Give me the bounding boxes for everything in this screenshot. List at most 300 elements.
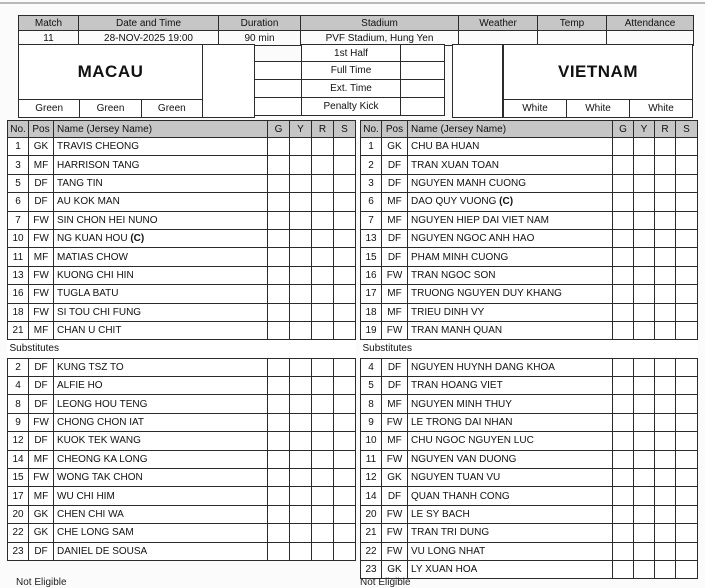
stat-cell-goals bbox=[613, 211, 634, 229]
col-position: Pos bbox=[29, 121, 54, 138]
substitute-player-row bbox=[361, 413, 698, 431]
stat-cell-red bbox=[655, 542, 676, 560]
stat-cell-goals bbox=[268, 469, 290, 487]
stat-cell-subbed bbox=[334, 321, 356, 339]
player-number: 3 bbox=[361, 174, 382, 192]
player-number: 15 bbox=[361, 248, 382, 266]
home-roster-table bbox=[7, 120, 356, 561]
player-position: DF bbox=[29, 358, 54, 376]
player-position: FW bbox=[29, 469, 54, 487]
player-number: 23 bbox=[361, 560, 382, 578]
datetime-label: Date and Time bbox=[79, 16, 219, 31]
stat-cell-red bbox=[312, 285, 334, 303]
stat-cell-subbed bbox=[334, 413, 356, 431]
player-name: LE SY BACH bbox=[408, 505, 613, 523]
starter-player-row bbox=[361, 156, 698, 174]
starter-player-row bbox=[8, 266, 356, 284]
stat-cell-red bbox=[312, 505, 334, 523]
stat-cell-yellow bbox=[634, 229, 655, 247]
player-position: MF bbox=[382, 395, 408, 413]
stat-cell-subbed bbox=[334, 542, 356, 560]
stadium-label: Stadium bbox=[301, 16, 459, 31]
player-number: 16 bbox=[361, 266, 382, 284]
stat-cell-yellow bbox=[290, 266, 312, 284]
stat-cell-red bbox=[655, 156, 676, 174]
stat-cell-yellow bbox=[634, 174, 655, 192]
stat-cell-yellow bbox=[290, 285, 312, 303]
stat-cell-yellow bbox=[290, 432, 312, 450]
stat-cell-yellow bbox=[634, 358, 655, 376]
player-position: GK bbox=[382, 469, 408, 487]
stat-cell-yellow bbox=[290, 377, 312, 395]
player-name: PHAM MINH CUONG bbox=[408, 248, 613, 266]
stat-cell-goals bbox=[613, 285, 634, 303]
substitutes-label: Substitutes bbox=[9, 343, 59, 355]
player-name: NGUYEN VAN DUONG bbox=[408, 450, 613, 468]
player-name: TRAVIS CHEONG bbox=[54, 138, 268, 156]
stat-cell-goals bbox=[613, 505, 634, 523]
stat-cell-red bbox=[655, 469, 676, 487]
player-name: CHAN U CHIT bbox=[54, 321, 268, 339]
col-number: No. bbox=[8, 121, 29, 138]
player-position: FW bbox=[382, 450, 408, 468]
player-position: FW bbox=[382, 321, 408, 339]
player-position: DF bbox=[29, 174, 54, 192]
substitute-player-row bbox=[361, 450, 698, 468]
player-position: DF bbox=[382, 174, 408, 192]
player-position: MF bbox=[29, 487, 54, 505]
stat-cell-yellow bbox=[290, 524, 312, 542]
stat-cell-red bbox=[312, 413, 334, 431]
stat-cell-goals bbox=[268, 285, 290, 303]
substitute-player-row bbox=[361, 358, 698, 376]
stat-cell-yellow bbox=[290, 211, 312, 229]
player-number: 15 bbox=[8, 469, 29, 487]
player-name: SIN CHON HEI NUNO bbox=[54, 211, 268, 229]
stat-cell-goals bbox=[613, 413, 634, 431]
stat-cell-red bbox=[312, 432, 334, 450]
stat-cell-goals bbox=[268, 358, 290, 376]
player-position: DF bbox=[29, 193, 54, 211]
score-period-label: 1st Half bbox=[301, 44, 401, 62]
player-name: QUAN THANH CONG bbox=[408, 487, 613, 505]
away-not-eligible-label: Not Eligible bbox=[360, 577, 411, 588]
match-label: Match bbox=[19, 16, 79, 31]
stat-cell-subbed bbox=[334, 193, 356, 211]
player-name: LY XUAN HOA bbox=[408, 560, 613, 578]
col-substitutions: S bbox=[334, 121, 356, 138]
player-position: MF bbox=[382, 285, 408, 303]
player-number: 22 bbox=[8, 524, 29, 542]
score-period-label: Penalty Kick bbox=[301, 97, 401, 116]
stat-cell-goals bbox=[613, 266, 634, 284]
player-name: MATIAS CHOW bbox=[54, 248, 268, 266]
stat-cell-goals bbox=[613, 156, 634, 174]
stat-cell-red bbox=[655, 395, 676, 413]
player-number: 4 bbox=[361, 358, 382, 376]
player-position: FW bbox=[382, 505, 408, 523]
stat-cell-yellow bbox=[634, 156, 655, 174]
stat-cell-yellow bbox=[290, 469, 312, 487]
substitute-player-row bbox=[8, 542, 356, 560]
player-position: DF bbox=[382, 487, 408, 505]
stat-cell-subbed bbox=[334, 487, 356, 505]
stat-cell-goals bbox=[268, 156, 290, 174]
stat-cell-red bbox=[312, 524, 334, 542]
stat-cell-red bbox=[312, 321, 334, 339]
stat-cell-yellow bbox=[634, 469, 655, 487]
stat-cell-red bbox=[312, 450, 334, 468]
stat-cell-subbed bbox=[334, 450, 356, 468]
home-not-eligible-label: Not Eligible bbox=[16, 577, 67, 588]
duration-label: Duration bbox=[219, 16, 301, 31]
player-position: FW bbox=[29, 413, 54, 431]
starter-player-row bbox=[361, 248, 698, 266]
substitute-player-row bbox=[8, 395, 356, 413]
stat-cell-subbed bbox=[334, 285, 356, 303]
stat-cell-yellow bbox=[290, 174, 312, 192]
score-value-cell bbox=[400, 61, 445, 80]
stat-cell-subbed bbox=[334, 138, 356, 156]
stat-cell-red bbox=[655, 524, 676, 542]
stat-cell-goals bbox=[268, 505, 290, 523]
substitute-player-row bbox=[361, 377, 698, 395]
starter-player-row bbox=[8, 174, 356, 192]
match-number-value: 11 bbox=[19, 31, 79, 46]
stat-cell-subbed bbox=[334, 524, 356, 542]
score-value-cell bbox=[400, 97, 445, 116]
stat-cell-yellow bbox=[634, 395, 655, 413]
player-number: 7 bbox=[361, 211, 382, 229]
player-number: 14 bbox=[361, 487, 382, 505]
starter-player-row bbox=[8, 193, 356, 211]
stat-cell-goals bbox=[613, 138, 634, 156]
col-substitutions: S bbox=[676, 121, 698, 138]
kit-color-cell: White bbox=[566, 99, 630, 118]
captain-marker: (C) bbox=[130, 233, 145, 245]
player-number: 16 bbox=[8, 285, 29, 303]
player-position: DF bbox=[29, 542, 54, 560]
player-name: TRAN NGOC SON bbox=[408, 266, 613, 284]
stat-cell-yellow bbox=[290, 229, 312, 247]
col-red-cards: R bbox=[655, 121, 676, 138]
starter-player-row bbox=[361, 303, 698, 321]
stat-cell-red bbox=[655, 450, 676, 468]
stat-cell-goals bbox=[268, 211, 290, 229]
stat-cell-yellow bbox=[290, 505, 312, 523]
match-info-header-row bbox=[19, 16, 694, 31]
stat-cell-yellow bbox=[634, 266, 655, 284]
player-number: 9 bbox=[361, 413, 382, 431]
substitute-player-row bbox=[361, 524, 698, 542]
stat-cell-goals bbox=[268, 303, 290, 321]
substitute-player-row bbox=[361, 505, 698, 523]
col-number: No. bbox=[361, 121, 382, 138]
player-number: 23 bbox=[8, 542, 29, 560]
player-name: NGUYEN TUAN VU bbox=[408, 469, 613, 487]
col-yellow-cards: Y bbox=[290, 121, 312, 138]
player-position: MF bbox=[382, 211, 408, 229]
kit-color-cell: Green bbox=[141, 99, 203, 118]
substitute-player-row bbox=[8, 413, 356, 431]
substitute-player-row bbox=[361, 395, 698, 413]
player-position: MF bbox=[29, 156, 54, 174]
stat-cell-yellow bbox=[290, 450, 312, 468]
player-position: FW bbox=[29, 229, 54, 247]
player-number: 11 bbox=[361, 450, 382, 468]
player-position: MF bbox=[382, 193, 408, 211]
stat-cell-subbed bbox=[676, 377, 698, 395]
stat-cell-subbed bbox=[676, 395, 698, 413]
player-number: 10 bbox=[361, 432, 382, 450]
player-number: 11 bbox=[8, 248, 29, 266]
player-position: DF bbox=[382, 248, 408, 266]
stat-cell-goals bbox=[613, 487, 634, 505]
captain-marker: (C) bbox=[499, 196, 514, 208]
player-name: CHE LONG SAM bbox=[54, 524, 268, 542]
score-grid bbox=[254, 44, 445, 118]
player-number: 13 bbox=[8, 266, 29, 284]
stat-cell-red bbox=[312, 211, 334, 229]
score-row bbox=[254, 61, 445, 80]
starter-player-row bbox=[361, 229, 698, 247]
stat-cell-goals bbox=[268, 321, 290, 339]
stat-cell-yellow bbox=[634, 303, 655, 321]
substitute-player-row bbox=[8, 524, 356, 542]
player-number: 6 bbox=[361, 193, 382, 211]
away-roster-header-row bbox=[361, 121, 698, 138]
player-name: VU LONG NHAT bbox=[408, 542, 613, 560]
stat-cell-red bbox=[312, 266, 334, 284]
stat-cell-goals bbox=[613, 524, 634, 542]
player-name: TUGLA BATU bbox=[54, 285, 268, 303]
player-name: NG KUAN HOU (C) bbox=[54, 229, 268, 247]
player-position: DF bbox=[29, 432, 54, 450]
stat-cell-yellow bbox=[634, 413, 655, 431]
col-goals: G bbox=[268, 121, 290, 138]
kit-color-cell: White bbox=[629, 99, 693, 118]
stat-cell-goals bbox=[268, 524, 290, 542]
stat-cell-yellow bbox=[290, 321, 312, 339]
stat-cell-subbed bbox=[334, 303, 356, 321]
stat-cell-subbed bbox=[334, 469, 356, 487]
stat-cell-red bbox=[655, 211, 676, 229]
player-name: AU KOK MAN bbox=[54, 193, 268, 211]
player-name: DAO QUY VUONG (C) bbox=[408, 193, 613, 211]
stat-cell-yellow bbox=[634, 193, 655, 211]
player-name: KUONG CHI HIN bbox=[54, 266, 268, 284]
player-number: 2 bbox=[8, 358, 29, 376]
stat-cell-goals bbox=[613, 560, 634, 578]
stadium-value: PVF Stadium, Hung Yen bbox=[301, 31, 459, 46]
stat-cell-goals bbox=[268, 432, 290, 450]
stat-cell-subbed bbox=[334, 432, 356, 450]
stat-cell-yellow bbox=[634, 505, 655, 523]
player-number: 18 bbox=[8, 303, 29, 321]
stat-cell-goals bbox=[613, 229, 634, 247]
substitute-player-row bbox=[8, 450, 356, 468]
player-position: MF bbox=[382, 432, 408, 450]
col-position: Pos bbox=[382, 121, 408, 138]
substitute-player-row bbox=[361, 542, 698, 560]
kit-color-cell: Green bbox=[18, 99, 80, 118]
page-top-border bbox=[0, 2, 705, 4]
datetime-value: 28-NOV-2025 19:00 bbox=[79, 31, 219, 46]
duration-value: 90 min bbox=[219, 31, 301, 46]
stat-cell-subbed bbox=[676, 174, 698, 192]
stat-cell-subbed bbox=[676, 524, 698, 542]
player-number: 21 bbox=[361, 524, 382, 542]
starter-player-row bbox=[8, 211, 356, 229]
col-name: Name (Jersey Name) bbox=[408, 121, 613, 138]
stat-cell-yellow bbox=[634, 487, 655, 505]
stat-cell-goals bbox=[268, 174, 290, 192]
stat-cell-yellow bbox=[634, 560, 655, 578]
stat-cell-goals bbox=[613, 395, 634, 413]
stat-cell-subbed bbox=[334, 358, 356, 376]
stat-cell-yellow bbox=[290, 303, 312, 321]
col-red-cards: R bbox=[312, 121, 334, 138]
stat-cell-subbed bbox=[676, 303, 698, 321]
stat-cell-subbed bbox=[676, 211, 698, 229]
stat-cell-goals bbox=[268, 248, 290, 266]
stat-cell-yellow bbox=[290, 138, 312, 156]
stat-cell-goals bbox=[268, 450, 290, 468]
stat-cell-subbed bbox=[676, 450, 698, 468]
player-number: 17 bbox=[361, 285, 382, 303]
player-name: NGUYEN NGOC ANH HAO bbox=[408, 229, 613, 247]
player-number: 7 bbox=[8, 211, 29, 229]
match-info-table bbox=[18, 15, 694, 46]
stat-cell-red bbox=[655, 266, 676, 284]
player-name: WU CHI HIM bbox=[54, 487, 268, 505]
stat-cell-yellow bbox=[634, 432, 655, 450]
player-name: HARRISON TANG bbox=[54, 156, 268, 174]
score-empty-cell bbox=[254, 44, 302, 62]
player-position: FW bbox=[382, 413, 408, 431]
player-name: TRUONG NGUYEN DUY KHANG bbox=[408, 285, 613, 303]
stat-cell-red bbox=[312, 377, 334, 395]
score-period-label: Full Time bbox=[301, 61, 401, 80]
stat-cell-yellow bbox=[634, 211, 655, 229]
stat-cell-goals bbox=[613, 377, 634, 395]
substitutes-section-row bbox=[361, 340, 698, 358]
stat-cell-red bbox=[312, 193, 334, 211]
stat-cell-yellow bbox=[290, 487, 312, 505]
player-name: NGUYEN MANH CUONG bbox=[408, 174, 613, 192]
stat-cell-subbed bbox=[676, 321, 698, 339]
stat-cell-goals bbox=[268, 266, 290, 284]
stat-cell-goals bbox=[268, 229, 290, 247]
player-number: 18 bbox=[361, 303, 382, 321]
substitute-player-row bbox=[8, 487, 356, 505]
stat-cell-subbed bbox=[676, 138, 698, 156]
stat-cell-goals bbox=[268, 413, 290, 431]
stat-cell-yellow bbox=[634, 321, 655, 339]
stat-cell-subbed bbox=[676, 358, 698, 376]
player-number: 10 bbox=[8, 229, 29, 247]
away-kit-colors-row bbox=[503, 99, 693, 118]
starter-player-row bbox=[8, 229, 356, 247]
starter-player-row bbox=[8, 303, 356, 321]
stat-cell-red bbox=[655, 193, 676, 211]
player-number: 6 bbox=[8, 193, 29, 211]
player-number: 20 bbox=[8, 505, 29, 523]
stat-cell-subbed bbox=[334, 174, 356, 192]
player-name: TRIEU DINH VY bbox=[408, 303, 613, 321]
stat-cell-goals bbox=[268, 487, 290, 505]
player-number: 4 bbox=[8, 377, 29, 395]
player-number: 21 bbox=[8, 321, 29, 339]
substitute-player-row bbox=[361, 432, 698, 450]
stat-cell-red bbox=[655, 413, 676, 431]
substitute-player-row bbox=[8, 432, 356, 450]
stat-cell-goals bbox=[613, 248, 634, 266]
player-number: 20 bbox=[361, 505, 382, 523]
substitutes-label: Substitutes bbox=[362, 343, 412, 355]
stat-cell-goals bbox=[268, 138, 290, 156]
player-name: NGUYEN MINH THUY bbox=[408, 395, 613, 413]
stat-cell-subbed bbox=[676, 469, 698, 487]
stat-cell-yellow bbox=[290, 413, 312, 431]
score-empty-cell bbox=[254, 79, 302, 98]
stat-cell-subbed bbox=[676, 542, 698, 560]
stat-cell-goals bbox=[613, 321, 634, 339]
away-team-name: VIETNAM bbox=[503, 44, 693, 100]
stat-cell-subbed bbox=[334, 229, 356, 247]
player-position: GK bbox=[29, 524, 54, 542]
player-number: 1 bbox=[361, 138, 382, 156]
starter-player-row bbox=[8, 248, 356, 266]
stat-cell-goals bbox=[268, 395, 290, 413]
stat-cell-goals bbox=[268, 193, 290, 211]
stat-cell-red bbox=[655, 285, 676, 303]
stat-cell-red bbox=[655, 505, 676, 523]
col-goals: G bbox=[613, 121, 634, 138]
player-name: CHEONG KA LONG bbox=[54, 450, 268, 468]
stat-cell-red bbox=[655, 487, 676, 505]
player-position: FW bbox=[29, 303, 54, 321]
stat-cell-goals bbox=[613, 450, 634, 468]
player-number: 5 bbox=[8, 174, 29, 192]
stat-cell-red bbox=[312, 487, 334, 505]
stat-cell-yellow bbox=[634, 377, 655, 395]
starter-player-row bbox=[361, 174, 698, 192]
player-number: 17 bbox=[8, 487, 29, 505]
stat-cell-yellow bbox=[634, 450, 655, 468]
player-number: 22 bbox=[361, 542, 382, 560]
substitute-player-row bbox=[8, 505, 356, 523]
player-name: TRAN HOANG VIET bbox=[408, 377, 613, 395]
player-number: 8 bbox=[8, 395, 29, 413]
player-name: CHEN CHI WA bbox=[54, 505, 268, 523]
player-number: 9 bbox=[8, 413, 29, 431]
stat-cell-yellow bbox=[290, 248, 312, 266]
stat-cell-red bbox=[655, 303, 676, 321]
home-kit-colors-row bbox=[18, 99, 203, 118]
stat-cell-yellow bbox=[634, 542, 655, 560]
player-name: TRAN XUAN TOAN bbox=[408, 156, 613, 174]
player-position: DF bbox=[382, 358, 408, 376]
player-number: 3 bbox=[8, 156, 29, 174]
stat-cell-goals bbox=[613, 193, 634, 211]
stat-cell-yellow bbox=[634, 524, 655, 542]
stat-cell-red bbox=[655, 248, 676, 266]
player-name: CHU BA HUAN bbox=[408, 138, 613, 156]
player-position: DF bbox=[382, 229, 408, 247]
score-row bbox=[254, 97, 445, 116]
stat-cell-red bbox=[655, 560, 676, 578]
